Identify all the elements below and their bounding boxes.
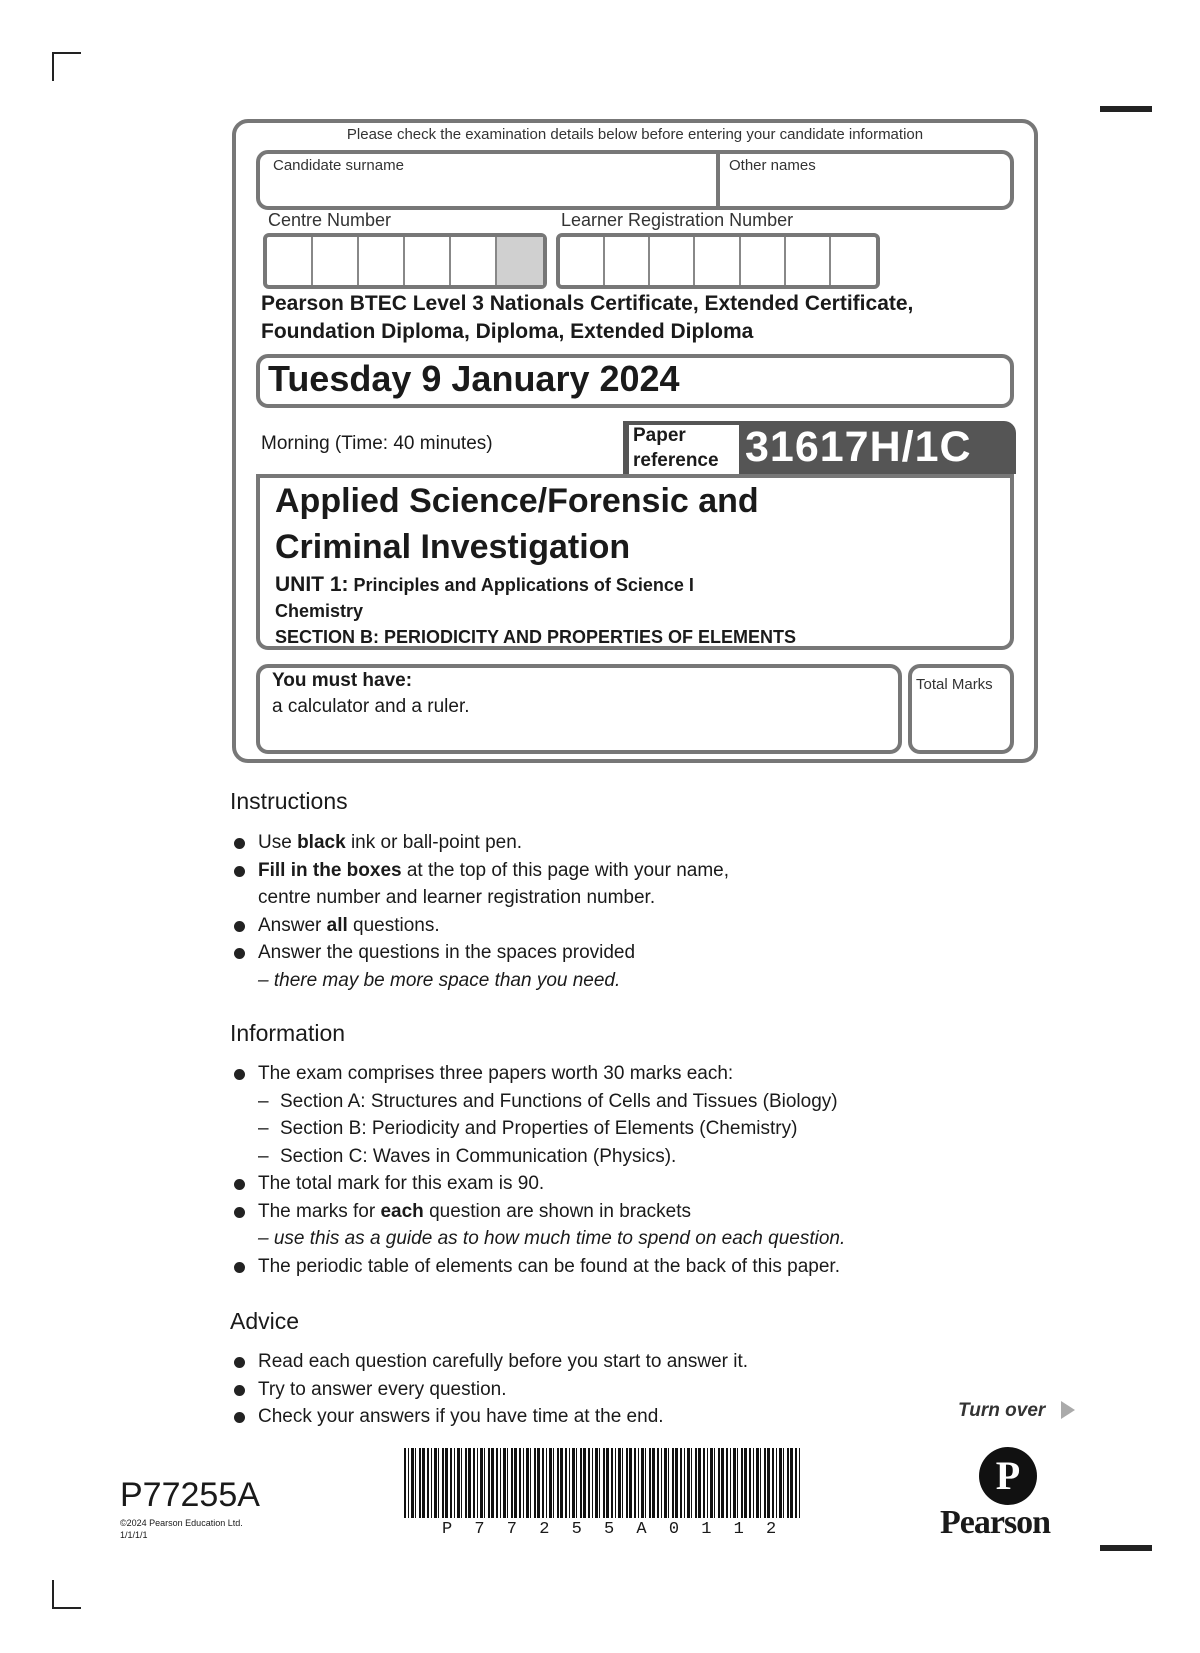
information-heading: Information bbox=[230, 1020, 346, 1046]
centre-number-boxes[interactable] bbox=[263, 233, 547, 289]
digit-cell[interactable] bbox=[267, 237, 313, 285]
requirements-heading: You must have: bbox=[272, 670, 413, 691]
instructions-heading: Instructions bbox=[230, 788, 348, 814]
section-item bbox=[230, 1088, 1030, 1116]
bullet-icon bbox=[234, 1262, 245, 1273]
list-item bbox=[230, 857, 990, 912]
paper-reference-label-1: Paper bbox=[633, 425, 686, 446]
text: Section C: Waves in Communication (Physics). bbox=[280, 1145, 677, 1167]
bullet-icon bbox=[234, 948, 245, 959]
text: Section A: Structures and Functions of Cells and Tissues (Biology) bbox=[280, 1090, 838, 1112]
digit-cell[interactable] bbox=[451, 237, 497, 285]
unit-line bbox=[275, 572, 796, 598]
paper-reference-code: 31617H/1C bbox=[745, 423, 972, 471]
subject-title bbox=[275, 478, 759, 570]
barcode bbox=[404, 1448, 800, 1518]
digit-cell[interactable] bbox=[741, 237, 786, 285]
bullet-icon bbox=[234, 866, 245, 877]
text: The periodic table of elements can be found at the back of this paper. bbox=[258, 1255, 840, 1277]
text: ink or ball-point pen. bbox=[345, 832, 523, 853]
list-item bbox=[230, 829, 990, 857]
registration-bar-bottom bbox=[1100, 1545, 1152, 1551]
subject-title-line-2: Criminal Investigation bbox=[275, 528, 631, 566]
text: Section B: Periodicity and Properties of Elements (Chemistry) bbox=[280, 1118, 798, 1139]
turn-over-label: Turn over bbox=[958, 1400, 1046, 1421]
text-bold: Fill in the boxes bbox=[258, 859, 402, 881]
list-item bbox=[230, 1403, 990, 1431]
section-item bbox=[230, 1143, 1030, 1171]
paper-code: P77255A bbox=[120, 1476, 260, 1514]
qualification-line-2: Foundation Diploma, Diploma, Extended Diploma bbox=[261, 320, 754, 343]
text: Try to answer every question. bbox=[258, 1378, 507, 1400]
triangle-right-icon bbox=[1061, 1401, 1075, 1419]
learner-reg-label: Learner Registration Number bbox=[561, 210, 794, 230]
advice-heading: Advice bbox=[230, 1308, 300, 1334]
text: Read each question carefully before you start to answer it. bbox=[258, 1351, 749, 1372]
text-bold: all bbox=[326, 914, 348, 936]
pearson-logo-mark bbox=[979, 1447, 1037, 1505]
digit-cell[interactable] bbox=[695, 237, 740, 285]
section-item bbox=[230, 1115, 1030, 1143]
digit-cell[interactable] bbox=[405, 237, 451, 285]
paper-reference-label bbox=[633, 423, 719, 473]
bullet-icon bbox=[234, 1069, 245, 1080]
text: centre number and learner registration number. bbox=[258, 887, 656, 908]
digit-cell[interactable] bbox=[831, 237, 876, 285]
dash: – bbox=[258, 1090, 269, 1112]
digit-cell[interactable] bbox=[359, 237, 405, 285]
info-list-part-2 bbox=[230, 1170, 1030, 1280]
centre-number-label: Centre Number bbox=[268, 210, 392, 230]
exam-date: Tuesday 9 January 2024 bbox=[268, 358, 680, 399]
text: Check your answers if you have time at the end. bbox=[258, 1406, 664, 1427]
paper-reference-label-2: reference bbox=[633, 450, 719, 471]
digit-cell[interactable] bbox=[786, 237, 831, 285]
list-item bbox=[230, 1198, 1030, 1253]
bullet-icon bbox=[234, 1179, 245, 1190]
subject-title-line-1: Applied Science/Forensic and bbox=[275, 482, 759, 520]
bullet-icon bbox=[234, 1385, 245, 1396]
list-item bbox=[230, 912, 990, 940]
unit-section: SECTION B: PERIODICITY AND PROPERTIES OF ELEMENTS bbox=[275, 627, 797, 647]
barcode-text: P 7 7 2 5 5 A 0 1 1 2 bbox=[442, 1520, 783, 1539]
text: The marks for bbox=[258, 1200, 381, 1222]
crop-mark-bottom-left-h bbox=[52, 1607, 81, 1609]
digit-cell[interactable] bbox=[605, 237, 650, 285]
text-bold: each bbox=[380, 1200, 424, 1222]
crop-mark-top-left-h bbox=[52, 52, 81, 54]
text: at the top of this page with your name, bbox=[401, 859, 729, 881]
list-item bbox=[230, 1170, 1030, 1198]
crop-mark-top-left-v bbox=[52, 52, 54, 81]
digit-cell[interactable] bbox=[313, 237, 359, 285]
requirements-items: a calculator and a ruler. bbox=[272, 696, 470, 717]
list-item bbox=[230, 1253, 1030, 1281]
list-item bbox=[230, 1348, 990, 1376]
text: question are shown in brackets bbox=[423, 1200, 692, 1222]
bullet-icon bbox=[234, 838, 245, 849]
unit-prefix: UNIT 1: bbox=[275, 573, 349, 596]
pearson-logo-letter: P bbox=[995, 1453, 1021, 1498]
text-italic: – there may be more space than you need. bbox=[258, 969, 621, 991]
dash: – bbox=[258, 1145, 269, 1167]
turn-over bbox=[958, 1400, 1075, 1422]
information-list bbox=[230, 1060, 1030, 1280]
digit-cell[interactable] bbox=[560, 237, 605, 285]
bullet-icon bbox=[234, 1412, 245, 1423]
instructions-list bbox=[230, 829, 990, 994]
exam-session: Morning (Time: 40 minutes) bbox=[261, 433, 493, 454]
qualification-line-1: Pearson BTEC Level 3 Nationals Certificate, Extended Certificate, bbox=[261, 292, 914, 315]
text-bold: black bbox=[297, 832, 346, 853]
bullet-icon bbox=[234, 921, 245, 932]
advice-list bbox=[230, 1348, 990, 1431]
registration-bar-top bbox=[1100, 106, 1152, 112]
text-italic: – use this as a guide as to how much time to spend on each question. bbox=[258, 1228, 846, 1249]
qualification-title bbox=[261, 290, 913, 346]
other-names-field[interactable] bbox=[724, 175, 1008, 205]
check-notice: Please check the examination details below before entering your candidate information bbox=[346, 126, 924, 143]
dash: – bbox=[258, 1118, 269, 1139]
unit-discipline: Chemistry bbox=[275, 601, 364, 621]
list-item bbox=[230, 1060, 1030, 1088]
surname-field[interactable] bbox=[262, 175, 712, 205]
learner-reg-boxes[interactable] bbox=[556, 233, 880, 289]
surname-label: Candidate surname bbox=[273, 157, 404, 174]
unit-name: Principles and Applications of Science I bbox=[353, 575, 694, 595]
text: questions. bbox=[347, 914, 440, 936]
digit-cell[interactable] bbox=[650, 237, 695, 285]
text: Use bbox=[258, 832, 298, 853]
pearson-logo-wordmark: Pearson bbox=[940, 1504, 1051, 1541]
list-item bbox=[230, 939, 990, 994]
text: The exam comprises three papers worth 30 marks each: bbox=[258, 1063, 734, 1084]
name-divider bbox=[716, 150, 720, 210]
bullet-icon bbox=[234, 1207, 245, 1218]
text: Answer bbox=[258, 914, 327, 936]
unit-details bbox=[275, 572, 796, 650]
revision: 1/1/1/1 bbox=[120, 1530, 148, 1540]
bullet-icon bbox=[234, 1357, 245, 1368]
crop-mark-bottom-left-v bbox=[52, 1580, 54, 1609]
digit-cell-shaded bbox=[497, 237, 543, 285]
other-names-label: Other names bbox=[729, 157, 816, 174]
list-item bbox=[230, 1376, 990, 1404]
copyright: ©2024 Pearson Education Ltd. bbox=[120, 1518, 243, 1528]
text: Answer the questions in the spaces provided bbox=[258, 942, 636, 963]
total-marks-label: Total Marks bbox=[916, 676, 993, 693]
info-list-part-1 bbox=[230, 1060, 1030, 1088]
text: The total mark for this exam is 90. bbox=[258, 1173, 545, 1194]
